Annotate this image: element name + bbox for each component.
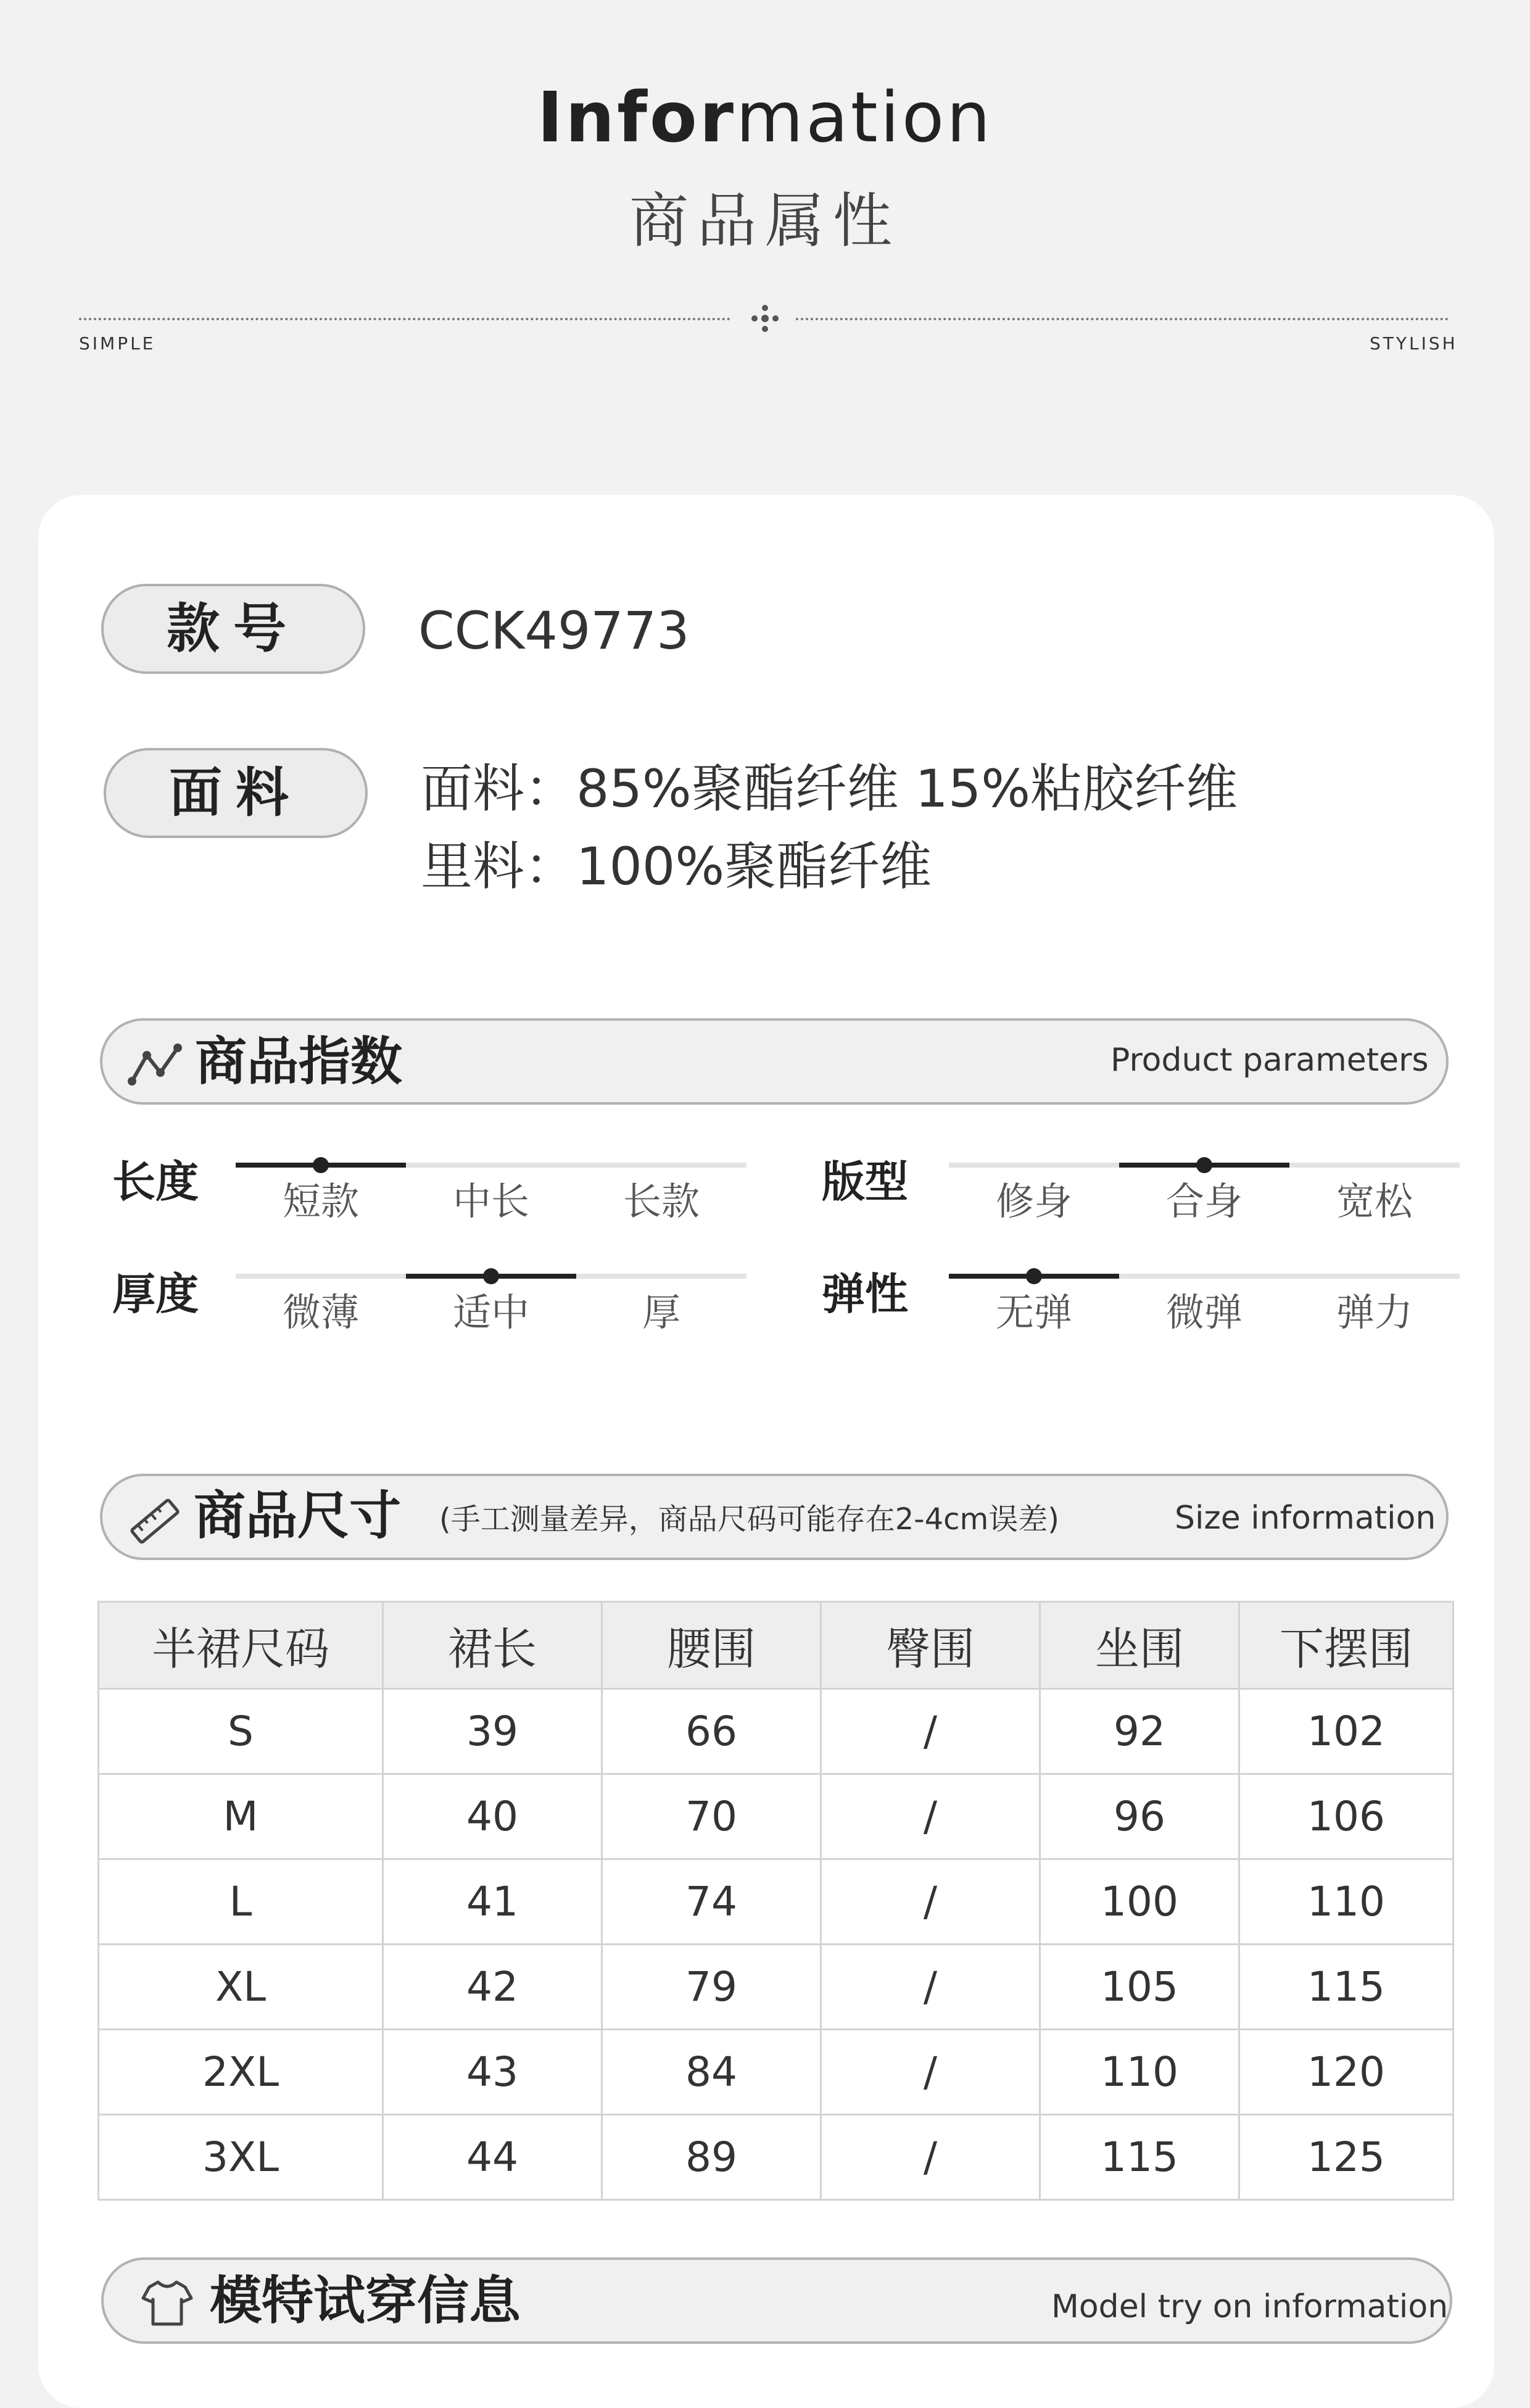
table-header-cell: 臀围	[821, 1602, 1040, 1689]
table-cell: 106	[1239, 1774, 1454, 1859]
param-option: 中长	[452, 1179, 529, 1224]
table-row	[99, 1945, 1454, 2030]
param-option: 微薄	[282, 1290, 359, 1335]
style-no-value: CCK49773	[418, 600, 690, 661]
table-cell: 115	[1040, 2115, 1239, 2200]
table-row	[99, 2115, 1454, 2200]
table-cell: /	[821, 2115, 1040, 2200]
fabric-pill	[104, 748, 368, 838]
param-option: 无弹	[995, 1290, 1072, 1335]
table-cell: 41	[383, 1859, 602, 1945]
header-title	[0, 78, 1530, 158]
table-cell: 42	[383, 1945, 602, 2030]
stylish-tag: STYLISH	[1370, 333, 1458, 354]
model-en-title: Model try on information	[1051, 2288, 1449, 2325]
table-cell: 120	[1239, 2030, 1454, 2115]
table-row	[99, 1774, 1454, 1859]
table-header-cell: 裙长	[383, 1602, 602, 1689]
table-row	[99, 1689, 1454, 1774]
trend-line-icon	[127, 1037, 183, 1092]
size-title: 商品尺寸	[194, 1485, 402, 1546]
params-en-title: Product parameters	[1110, 1042, 1429, 1079]
table-cell: /	[821, 2030, 1040, 2115]
size-note: (手工测量差异，商品尺码可能存在2-4cm误差)	[439, 1502, 1060, 1537]
table-cell: 39	[383, 1689, 602, 1774]
param-option: 弹力	[1336, 1290, 1413, 1335]
param-option: 合身	[1165, 1179, 1243, 1224]
header-title-bold: Infor	[537, 78, 737, 158]
divider-right	[796, 318, 1449, 320]
table-cell: 105	[1040, 1945, 1239, 2030]
table-cell: 110	[1040, 2030, 1239, 2115]
table-cell: 115	[1239, 1945, 1454, 2030]
params-title: 商品指数	[195, 1031, 403, 1092]
table-cell: 3XL	[99, 2115, 383, 2200]
table-cell: 70	[602, 1774, 821, 1859]
param-selected-dot	[313, 1157, 329, 1173]
table-header-row	[99, 1602, 1454, 1689]
table-cell: 66	[602, 1689, 821, 1774]
table-cell: 92	[1040, 1689, 1239, 1774]
param-label-fit: 版型	[822, 1156, 908, 1207]
fabric-label: 面料	[169, 762, 302, 824]
table-cell: 100	[1040, 1859, 1239, 1945]
table-cell: /	[821, 1774, 1040, 1859]
table-cell: /	[821, 1945, 1040, 2030]
table-cell: 125	[1239, 2115, 1454, 2200]
ruler-icon	[127, 1493, 183, 1549]
table-cell: 96	[1040, 1774, 1239, 1859]
tshirt-icon	[139, 2275, 195, 2330]
style-no-pill	[101, 584, 365, 674]
param-label-thickness: 厚度	[112, 1269, 199, 1319]
table-cell: 74	[602, 1859, 821, 1945]
table-cell: 102	[1239, 1689, 1454, 1774]
simple-tag: SIMPLE	[79, 333, 156, 354]
divider-left	[79, 318, 730, 320]
table-cell: 110	[1239, 1859, 1454, 1945]
fabric-line-1: 面料：85%聚酯纤维 15%粘胶纤维	[421, 758, 1238, 819]
table-header-cell: 腰围	[602, 1602, 821, 1689]
table-cell: /	[821, 1859, 1040, 1945]
table-cell: XL	[99, 1945, 383, 2030]
param-option: 修身	[995, 1179, 1072, 1224]
param-option: 厚	[642, 1290, 680, 1335]
table-cell: M	[99, 1774, 383, 1859]
model-title: 模特试穿信息	[210, 2270, 521, 2331]
table-cell: 79	[602, 1945, 821, 2030]
param-selected-dot	[1026, 1268, 1042, 1284]
table-cell: 2XL	[99, 2030, 383, 2115]
cross-ornament-icon	[749, 302, 781, 334]
param-option: 微弹	[1165, 1290, 1243, 1335]
table-header-cell: 下摆围	[1239, 1602, 1454, 1689]
size-table	[97, 1601, 1454, 2201]
table-cell: /	[821, 1689, 1040, 1774]
header-subtitle: 商品属性	[629, 186, 901, 255]
size-en-title: Size information	[1175, 1500, 1436, 1537]
table-row	[99, 1859, 1454, 1945]
param-label-length: 长度	[112, 1156, 199, 1207]
param-option: 长款	[622, 1179, 700, 1224]
param-option: 短款	[282, 1179, 359, 1224]
table-cell: 44	[383, 2115, 602, 2200]
fabric-line-2: 里料：100%聚酯纤维	[421, 836, 932, 897]
table-header-cell: 半裙尺码	[99, 1602, 383, 1689]
param-option: 适中	[452, 1290, 529, 1335]
header-title-rest: mation	[736, 78, 993, 158]
table-cell: S	[99, 1689, 383, 1774]
table-row	[99, 2030, 1454, 2115]
style-no-label: 款号	[167, 598, 300, 660]
table-cell: 84	[602, 2030, 821, 2115]
table-cell: 43	[383, 2030, 602, 2115]
param-selected-dot	[483, 1268, 499, 1284]
param-label-elasticity: 弹性	[822, 1269, 908, 1319]
table-cell: L	[99, 1859, 383, 1945]
param-selected-dot	[1196, 1157, 1212, 1173]
table-cell: 89	[602, 2115, 821, 2200]
table-cell: 40	[383, 1774, 602, 1859]
param-option: 宽松	[1336, 1179, 1413, 1224]
table-header-cell: 坐围	[1040, 1602, 1239, 1689]
